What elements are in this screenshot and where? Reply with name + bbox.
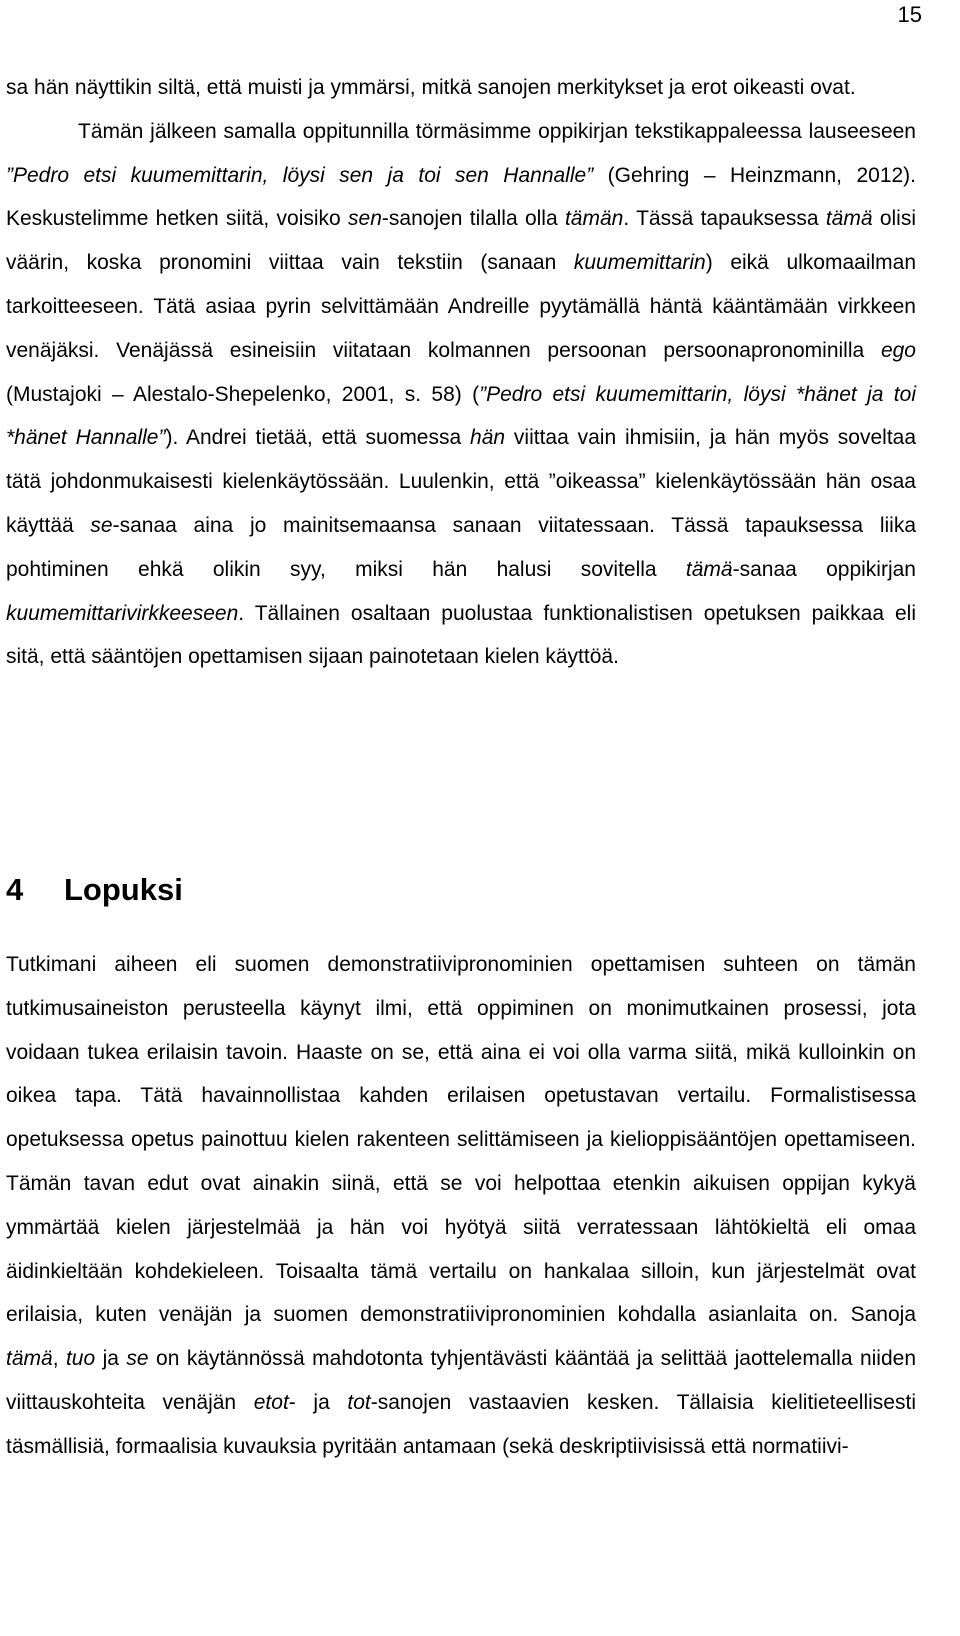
term-tama-2: tämä (685, 557, 733, 581)
term-han: hän (470, 426, 506, 450)
text-run: ja (95, 1347, 127, 1371)
term-tot: tot (347, 1390, 371, 1414)
text-run: . Tässä tapauksessa (623, 207, 826, 231)
term-tama: tämä (825, 207, 873, 231)
term-tama: tämä (6, 1347, 53, 1371)
text-run: olisi väärin, koska pronomini viittaa vain tekstiin (sanaan (6, 207, 917, 275)
term-etot: etot (253, 1390, 289, 1414)
text-run: ) eikä ulkomaailman tarkoitteeseen. Tätä asiaa pyrin selvittämään Andreille pyytämällä häntä kääntämään virkkeen venäjäksi. Venäjässä esineisiin viitataan kolmannen persoonan persoonapronominilla (6, 251, 917, 362)
text-run: . Tällainen osaltaan puolustaa funktionalistisen opetuksen paikkaa eli sitä, että sääntöjen opettamisen sijaan painotetaan kielen käyttöä. (6, 601, 916, 669)
text-run: -sanojen tilalla olla (381, 207, 565, 231)
term-se: se (126, 1347, 149, 1371)
text-run: -sanaa oppikirjan (732, 557, 916, 581)
example-sentence-2: ”Pedro etsi kuumemittarin, löysi *hänet ja toi *hänet Hannalle” (6, 382, 916, 450)
text-run: ). Andrei tietää, että suomessa (165, 426, 471, 450)
text-run: viittaa vain ihmisiin, ja hän myös soveltaa tätä johdonmukaisesti kielenkäytössään. Luulenkin, että ”oikeassa” kielenkäytössään hän osaa käyttää (6, 426, 917, 537)
term-ego: ego (880, 338, 916, 362)
paragraph-1-continuation: sa hän näyttikin siltä, että muisti ja ymmärsi, mitkä sanojen merkitykset ja erot oikeasti ovat. (6, 76, 856, 99)
body-paragraph-2 (6, 943, 916, 1469)
text-run: - ja (288, 1390, 348, 1414)
term-taman: tämän (564, 207, 624, 231)
text-run: Tutkimani aiheen eli suomen demonstratiivipronominien opettamisen suhteen on tämän tutkimusaineiston perusteella käynyt ilmi, että oppiminen on monimutkainen prosessi, jota voidaan tukea erilaisin tavoin. Haaste on se, että aina ei voi olla varma siitä, mikä kulloinkin on oikea tapa. Tätä havainnollistaa kahden erilaisen opetustavan vertailu. Formalistisessa opetuksessa opetus painottuu kielen rakenteen selittämiseen ja kielioppisääntöjen opettamiseen. Tämän tavan edut ovat ainakin siinä, että se voi helpottaa etenkin aikuisen oppijan kykyä ymmärtää kielen järjestelmää ja hän voi hyötyä siitä verratessaan lähtökieltä eli omaa äidinkieltään kohdekieleen. Toisaalta tämä vertailu on hankalaa silloin, kun järjestelmät ovat erilaisia, kuten venäjän ja suomen demonstratiivipronominien kohdalla asianlaita on. Sanoja (6, 953, 916, 1327)
text-run: -sanaa aina jo mainitsemaansa sanaan viitatessaan. Tässä tapauksessa liika pohtiminen ehkä olikin syy, miksi hän halusi sovitella (6, 513, 916, 581)
text-run: (Mustajoki – Alestalo-Shepelenko, 2001, s. 58) ( (6, 382, 480, 406)
example-sentence-1: ”Pedro etsi kuumemittarin, löysi sen ja toi sen Hannalle” (6, 163, 594, 187)
term-se: se (90, 513, 113, 537)
section-title: Lopuksi (64, 872, 183, 907)
term-tuo: tuo (65, 1347, 96, 1371)
page-number: 15 (897, 2, 922, 27)
term-kuumemittarivirkkeeseen: kuumemittarivirkkeeseen (6, 601, 239, 625)
term-sen: sen (348, 207, 382, 231)
term-kuumemittarin: kuumemittarin (573, 251, 706, 275)
text-run: (Gehring – Heinzmann, 2012). Keskustelimme hetken siitä, voisiko (6, 163, 917, 231)
text-run: -sanojen vastaavien kesken. Tällaisia kielitieteellisesti täsmällisiä, formaalisia kuvauksia pyritään antamaan (sekä deskriptiivisissä että normatiivi- (6, 1390, 916, 1458)
section-heading (6, 872, 183, 908)
text-run: on käytännössä mahdotonta tyhjentävästi kääntää ja selittää jaottelemalla niiden viittauskohteita venäjän (6, 1347, 917, 1414)
section-number: 4 (6, 872, 24, 907)
text-run: , (52, 1347, 66, 1371)
body-paragraph-1 (6, 66, 916, 679)
text-run: Tämän jälkeen samalla oppitunnilla törmäsimme oppikirjan tekstikappaleessa lauseeseen (78, 119, 916, 143)
